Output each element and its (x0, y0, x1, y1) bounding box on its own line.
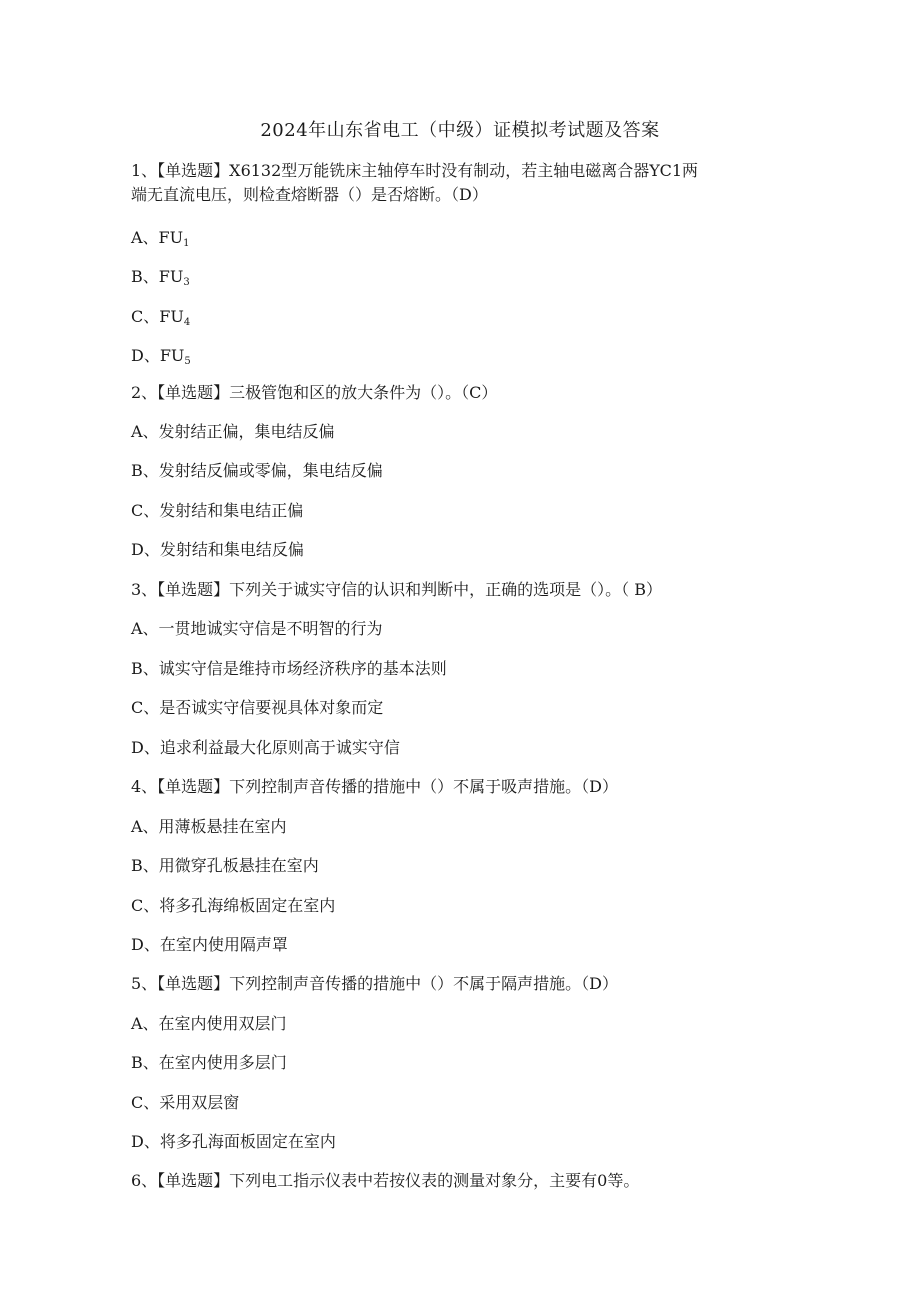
question-5-option-b: B、在室内使用多层门 (131, 1053, 287, 1072)
question-1-option-a: A、$FU_1$ (131, 228, 190, 249)
question-5-option-a: A、在室内使用双层门 (131, 1014, 287, 1033)
question-4-stem: 4、【单选题】下列控制声音传播的措施中（）不属于吸声措施。（D） (131, 777, 619, 796)
question-2-stem: 2、【单选题】三极管饱和区的放大条件为（）。（C） (131, 383, 498, 402)
question-5-option-c: C、采用双层窗 (131, 1093, 240, 1112)
question-3-option-d: D、追求利益最大化原则高于诚实守信 (131, 738, 400, 757)
question-2-option-c: C、发射结和集电结正偏 (131, 501, 304, 520)
question-5-option-d: D、将多孔海面板固定在室内 (131, 1132, 336, 1151)
question-1-stem-line-1: 1、【单选题】X6132型万能铣床主轴停车时没有制动，若主轴电磁离合器YC1两 (131, 161, 698, 180)
question-3-option-a: A、一贯地诚实守信是不明智的行为 (131, 619, 383, 638)
question-1-option-b: B、$FU_3$ (131, 267, 190, 288)
question-1-stem-line-2: 端无直流电压，则检查熔断器（）是否熔断。（D） (131, 185, 488, 204)
question-2-option-d: D、发射结和集电结反偏 (131, 540, 304, 559)
question-2-option-b: B、发射结反偏或零偏，集电结反偏 (131, 461, 383, 480)
question-1-option-d: D、$FU_5$ (131, 346, 191, 367)
document-title: 2024年山东省电工（中级）证模拟考试题及答案 (260, 120, 660, 141)
question-4-option-d: D、在室内使用隔声罩 (131, 935, 288, 954)
question-3-stem: 3、【单选题】下列关于诚实守信的认识和判断中，正确的选项是（）。（ B） (131, 580, 663, 599)
question-4-option-b: B、用微穿孔板悬挂在室内 (131, 856, 319, 875)
question-4-option-c: C、将多孔海绵板固定在室内 (131, 896, 336, 915)
question-5-stem: 5、【单选题】下列控制声音传播的措施中（）不属于隔声措施。（D） (131, 974, 619, 993)
question-6-stem: 6、【单选题】下列电工指示仪表中若按仪表的测量对象分，主要有0等。 (131, 1171, 640, 1190)
question-3-option-c: C、是否诚实守信要视具体对象而定 (131, 698, 384, 717)
question-2-option-a: A、发射结正偏，集电结反偏 (131, 422, 335, 441)
question-1-option-c: C、$FU_4$ (131, 307, 191, 328)
question-4-option-a: A、用薄板悬挂在室内 (131, 817, 287, 836)
question-3-option-b: B、诚实守信是维持市场经济秩序的基本法则 (131, 659, 447, 678)
